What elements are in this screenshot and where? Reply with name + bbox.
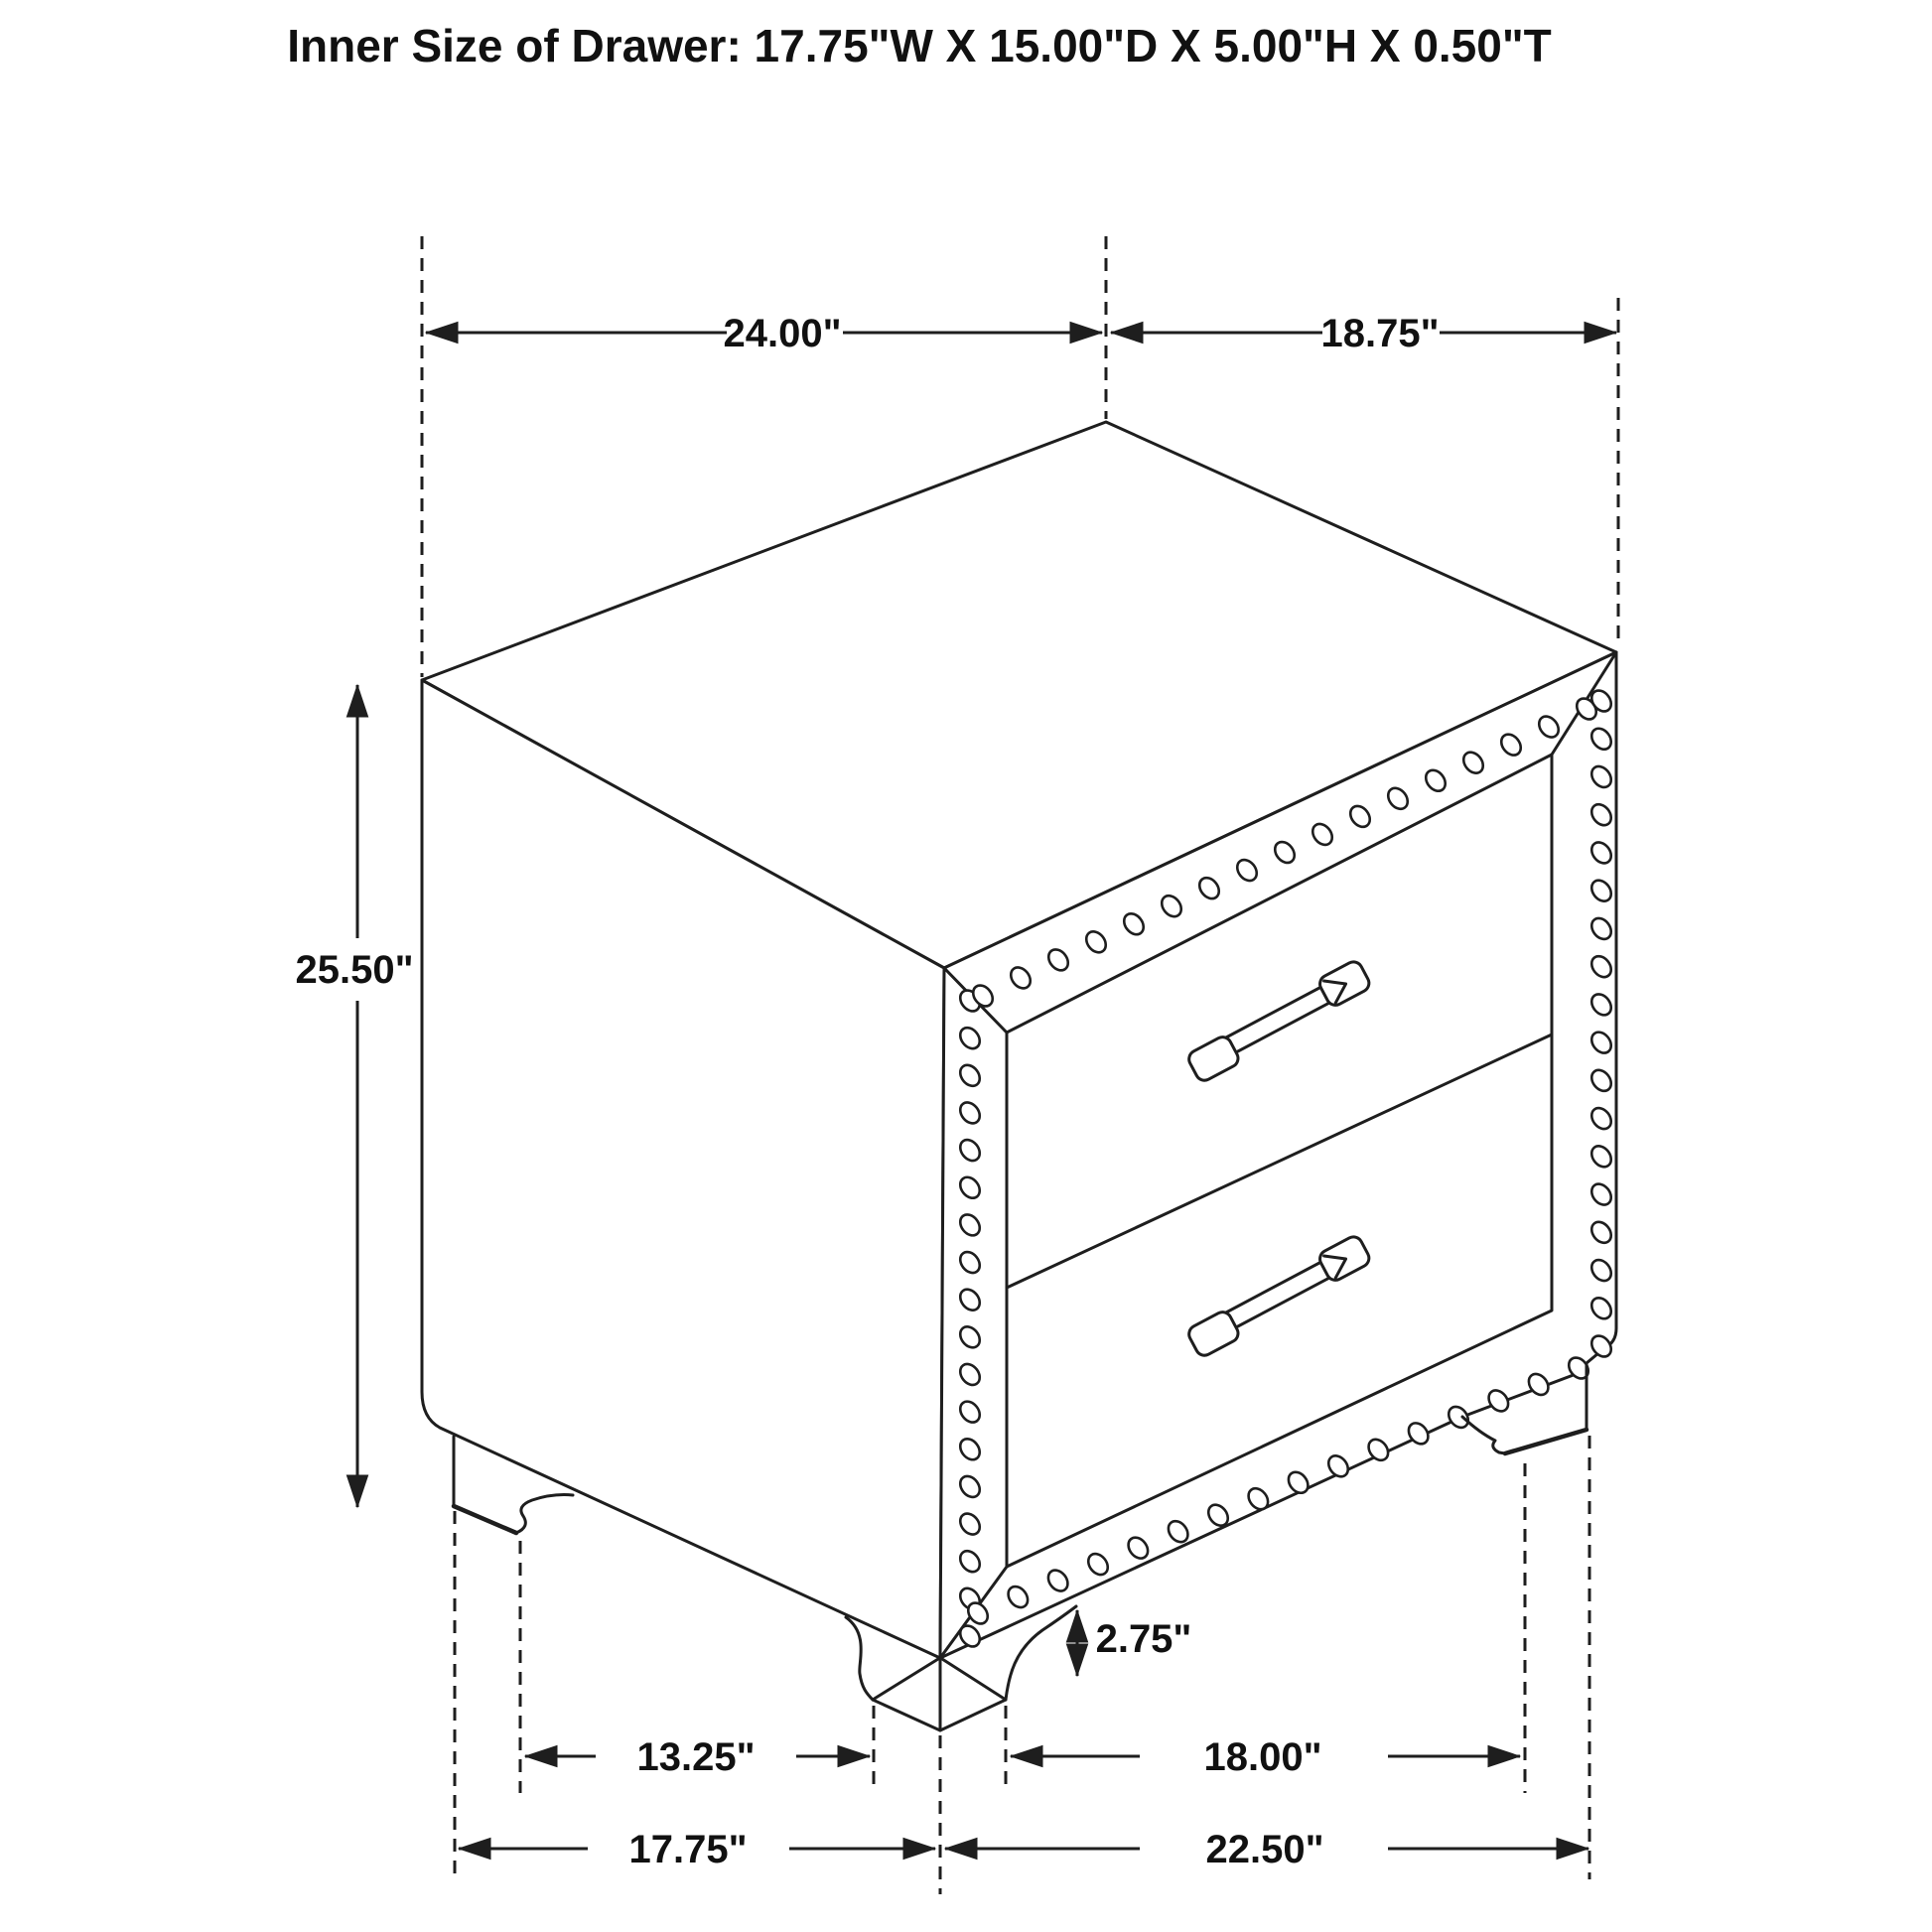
dim-overall-height — [295, 685, 413, 1507]
dim-leg-height — [1077, 1610, 1191, 1676]
page-title: Inner Size of Drawer: 17.75"W X 15.00"D X 5.00"H X 0.50"T — [287, 20, 1552, 71]
nightstand-drawing — [422, 422, 1616, 1730]
dim-top-width — [426, 312, 1102, 355]
dim-label: 25.50" — [295, 948, 414, 992]
dim-label: 24.00" — [723, 312, 842, 355]
dim-top-depth — [1111, 312, 1616, 355]
dim-label: 18.00" — [1203, 1735, 1322, 1779]
dim-front-feet-span — [1011, 1735, 1520, 1779]
dim-label: 22.50" — [1205, 1828, 1324, 1871]
dim-label: 13.25" — [636, 1735, 756, 1779]
dim-base-depth — [459, 1828, 935, 1871]
dim-front-leg-gap — [525, 1735, 870, 1779]
dim-label: 2.75" — [1095, 1617, 1192, 1661]
dim-label: 18.75" — [1320, 312, 1440, 355]
dim-base-width — [945, 1828, 1588, 1871]
dim-label: 17.75" — [628, 1828, 748, 1871]
